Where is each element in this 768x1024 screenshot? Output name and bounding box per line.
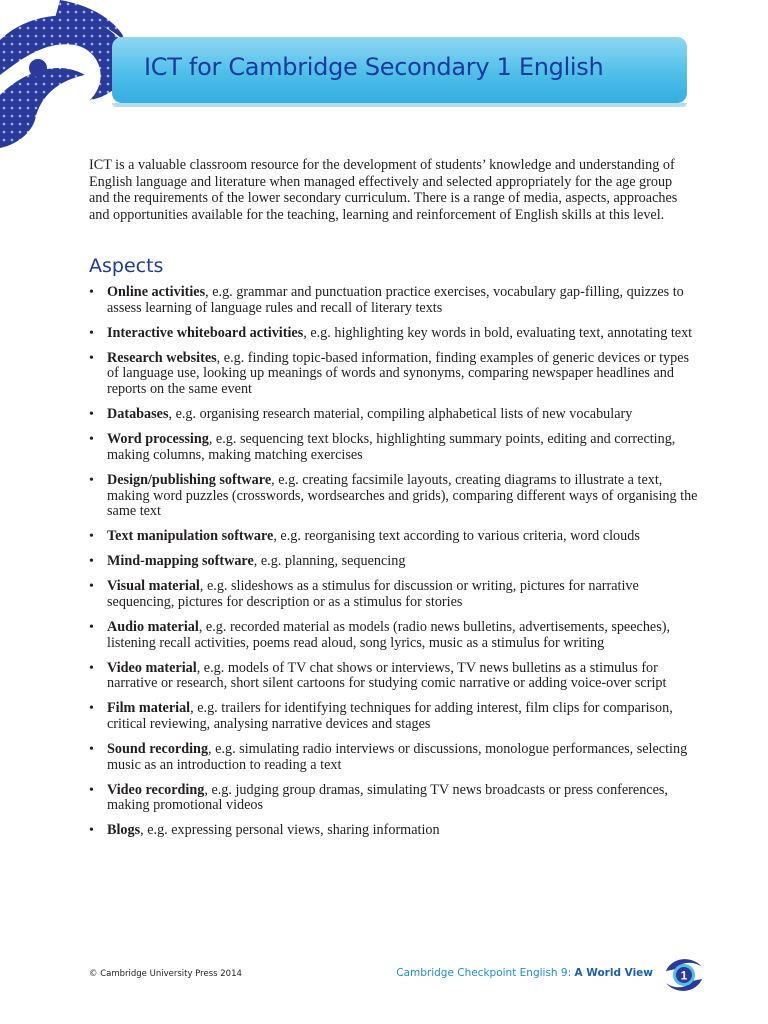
aspect-description: , e.g. finding topic-based information, finding examples of generic devices or types of language use, looking up meanings of words and synonyms, comparing newspaper headlines and reports on the same event <box>107 349 690 398</box>
aspect-term: Interactive whiteboard activities <box>107 324 304 341</box>
aspect-item <box>89 823 699 839</box>
intro-paragraph: ICT is a valuable classroom resource for the development of students’ knowledge and understanding of English language and literature when managed effectively and selected appropriately for the age group and the requirements of the lower secondary curriculum. There is a range of media, aspects, approaches and opportunities available for the teaching, learning and reinforcement of English skills at this level. <box>89 157 678 223</box>
aspect-description: , e.g. reorganising text according to various criteria, word clouds <box>273 528 640 545</box>
aspect-term: Databases <box>107 406 169 423</box>
aspect-description: , e.g. grammar and punctuation practice exercises, vocabulary gap-filling, quizzes to assess learning of language rules and recall of literary texts <box>107 284 684 316</box>
aspects-list <box>89 285 699 848</box>
aspect-term: Word processing <box>107 431 209 448</box>
aspect-term: Visual material <box>107 578 200 595</box>
book-title-bold: A World View <box>574 967 653 979</box>
aspect-term: Audio material <box>107 618 199 635</box>
aspect-description: , e.g. planning, sequencing <box>253 553 406 570</box>
aspect-item <box>89 579 699 610</box>
aspect-term: Mind-mapping software <box>107 553 254 570</box>
book-series: Cambridge Checkpoint English 9: <box>396 967 575 979</box>
aspect-item <box>89 529 699 545</box>
aspect-item <box>89 407 699 423</box>
book-title <box>396 967 653 979</box>
aspect-term: Design/publishing software <box>107 471 272 488</box>
aspect-term: Video recording <box>107 781 205 798</box>
aspect-term: Blogs <box>107 822 141 839</box>
aspect-description: , e.g. trailers for identifying techniques for adding interest, film clips for comparison, critical reviewing, analysing narrative devices and stages <box>107 700 673 733</box>
aspect-term: Research websites <box>107 349 217 366</box>
aspect-item <box>89 432 699 463</box>
aspect-item <box>89 661 699 692</box>
aspect-description: , e.g. highlighting key words in bold, evaluating text, annotating text <box>303 324 693 341</box>
aspect-description: , e.g. models of TV chat shows or interviews, TV news bulletins as a stimulus for narrative or research, short silent cartoons for studying comic narrative or adding voice-over script <box>107 659 667 692</box>
aspect-term: Text manipulation software <box>107 528 274 545</box>
aspect-description: , e.g. creating facsimile layouts, creating diagrams to illustrate a text, making word puzzles (crosswords, wordsearches and grids), comparing different ways of organising the same text <box>107 471 698 520</box>
aspect-term: Video material <box>107 659 197 676</box>
aspect-term: Online activities <box>107 284 206 300</box>
page-title: ICT for Cambridge Secondary 1 English <box>144 53 604 81</box>
aspect-item <box>89 742 699 773</box>
aspect-item <box>89 473 699 520</box>
aspect-description: , e.g. recorded material as models (radio news bulletins, advertisements, speeches), listening recall activities, poems read aloud, song lyrics, music as a stimulus for writing <box>107 618 671 651</box>
page-number-logo-icon <box>662 953 706 997</box>
aspect-description: , e.g. slideshows as a stimulus for discussion or writing, pictures for narrative sequencing, pictures for description or as a stimulus for stories <box>107 578 639 610</box>
aspect-item <box>89 783 699 814</box>
aspect-term: Sound recording <box>107 741 209 758</box>
aspect-description: , e.g. organising research material, compiling alphabetical lists of new vocabulary <box>168 406 633 423</box>
copyright-notice: © Cambridge University Press 2014 <box>89 969 242 979</box>
aspect-item <box>89 620 699 651</box>
aspect-item <box>89 285 699 316</box>
section-heading-aspects: Aspects <box>89 255 164 277</box>
aspect-description: , e.g. sequencing text blocks, highlighting summary points, editing and correcting, making columns, making matching exercises <box>107 431 676 463</box>
aspect-item <box>89 701 699 732</box>
page-number: 1 <box>680 968 688 983</box>
aspect-description: , e.g. judging group dramas, simulating TV news broadcasts or press conferences, making promotional videos <box>107 781 668 814</box>
aspect-item <box>89 351 699 398</box>
aspect-item <box>89 554 699 570</box>
aspect-item <box>89 326 699 342</box>
aspect-description: , e.g. expressing personal views, sharing information <box>140 822 440 839</box>
aspect-term: Film material <box>107 700 191 717</box>
aspect-description: , e.g. simulating radio interviews or discussions, monologue performances, selecting music as an introduction to reading a text <box>107 741 688 773</box>
